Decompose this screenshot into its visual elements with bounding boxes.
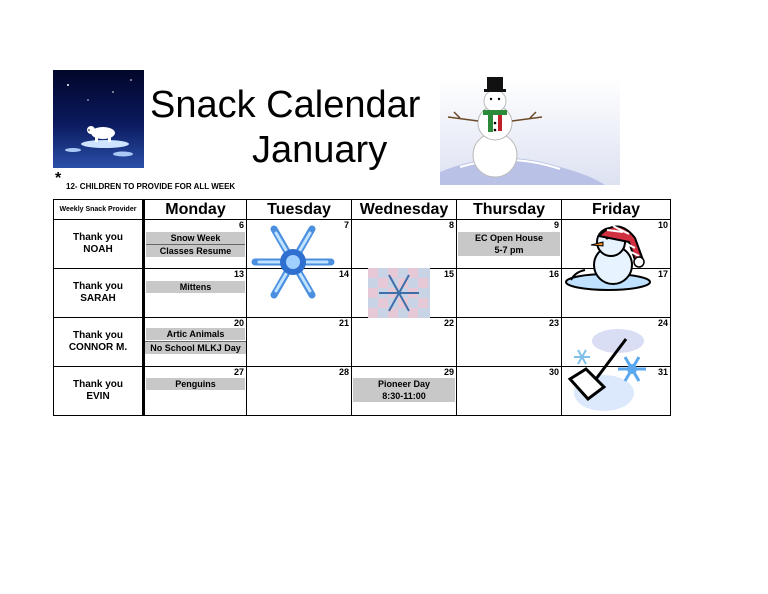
snowflake-clipart — [248, 221, 338, 303]
provider-thanks: Thank you — [72, 330, 123, 341]
day-number: 29 — [443, 367, 454, 377]
day-number: 23 — [548, 318, 559, 328]
provider-thanks: Thank you — [72, 281, 123, 292]
snowman-hat-clipart — [563, 220, 655, 292]
snack-provider-cell — [54, 220, 144, 269]
event-label: 8:30-11:00 — [353, 390, 455, 402]
event-label: Classes Resume — [146, 244, 245, 257]
event-label: Pioneer Day — [353, 378, 455, 390]
event-label: No School MLKJ Day — [145, 341, 246, 354]
children-note: 12- CHILDREN TO PROVIDE FOR ALL WEEK — [66, 182, 236, 191]
day-cell — [352, 220, 457, 269]
provider-column-header: Weekly Snack Provider — [54, 200, 144, 220]
event-label: Artic Animals — [146, 328, 245, 340]
event-label: Penguins — [146, 378, 245, 390]
day-number: 28 — [338, 367, 349, 377]
snack-provider-cell — [54, 269, 144, 318]
calendar-month: January — [252, 129, 388, 171]
tuesday-header: Tuesday — [247, 200, 352, 220]
day-number: 16 — [548, 269, 559, 279]
day-number: 20 — [233, 318, 244, 328]
provider-name: NOAH — [83, 244, 113, 255]
day-number: 21 — [338, 318, 349, 328]
quilt-snowflake-clipart — [368, 268, 430, 318]
polar-bear-clipart — [53, 70, 144, 168]
day-number: 7 — [343, 220, 349, 230]
provider-thanks: Thank you — [72, 232, 123, 243]
wednesday-header: Wednesday — [352, 200, 457, 220]
snack-provider-cell — [54, 367, 144, 416]
day-cell — [457, 269, 562, 318]
note-asterisk: * — [55, 170, 62, 187]
event-label: EC Open House — [458, 232, 560, 244]
provider-thanks: Thank you — [72, 379, 123, 390]
provider-name: SARAH — [80, 293, 116, 304]
day-cell — [144, 269, 247, 318]
day-number: 6 — [238, 220, 244, 230]
event-label: Snow Week — [146, 232, 245, 244]
day-number: 8 — [448, 220, 454, 230]
day-number: 17 — [657, 269, 668, 279]
header-row — [54, 200, 671, 220]
day-number: 9 — [553, 220, 559, 230]
event-label: 5-7 pm — [458, 244, 560, 256]
day-cell — [247, 367, 352, 416]
calendar-title: Snack Calendar — [150, 84, 421, 126]
day-number: 10 — [657, 220, 668, 230]
day-cell — [144, 318, 247, 367]
day-number: 27 — [233, 367, 244, 377]
day-number: 24 — [657, 318, 668, 328]
friday-header: Friday — [562, 200, 671, 220]
day-cell — [352, 367, 457, 416]
day-cell — [457, 367, 562, 416]
day-cell — [144, 367, 247, 416]
day-number: 31 — [657, 367, 668, 377]
day-number: 14 — [338, 269, 349, 279]
day-cell — [352, 318, 457, 367]
day-number: 22 — [443, 318, 454, 328]
day-cell — [457, 318, 562, 367]
snack-provider-cell — [54, 318, 144, 367]
day-number: 30 — [548, 367, 559, 377]
monday-header: Monday — [144, 200, 247, 220]
event-label: Mittens — [146, 281, 245, 293]
day-cell — [247, 318, 352, 367]
snowman-clipart — [440, 77, 620, 185]
day-number: 15 — [443, 269, 454, 279]
provider-name: CONNOR M. — [68, 342, 128, 353]
provider-name: EVIN — [86, 391, 110, 402]
thursday-header: Thursday — [457, 200, 562, 220]
day-number: 13 — [233, 269, 244, 279]
shovel-clipart — [564, 327, 656, 415]
day-cell — [144, 220, 247, 269]
day-cell — [457, 220, 562, 269]
